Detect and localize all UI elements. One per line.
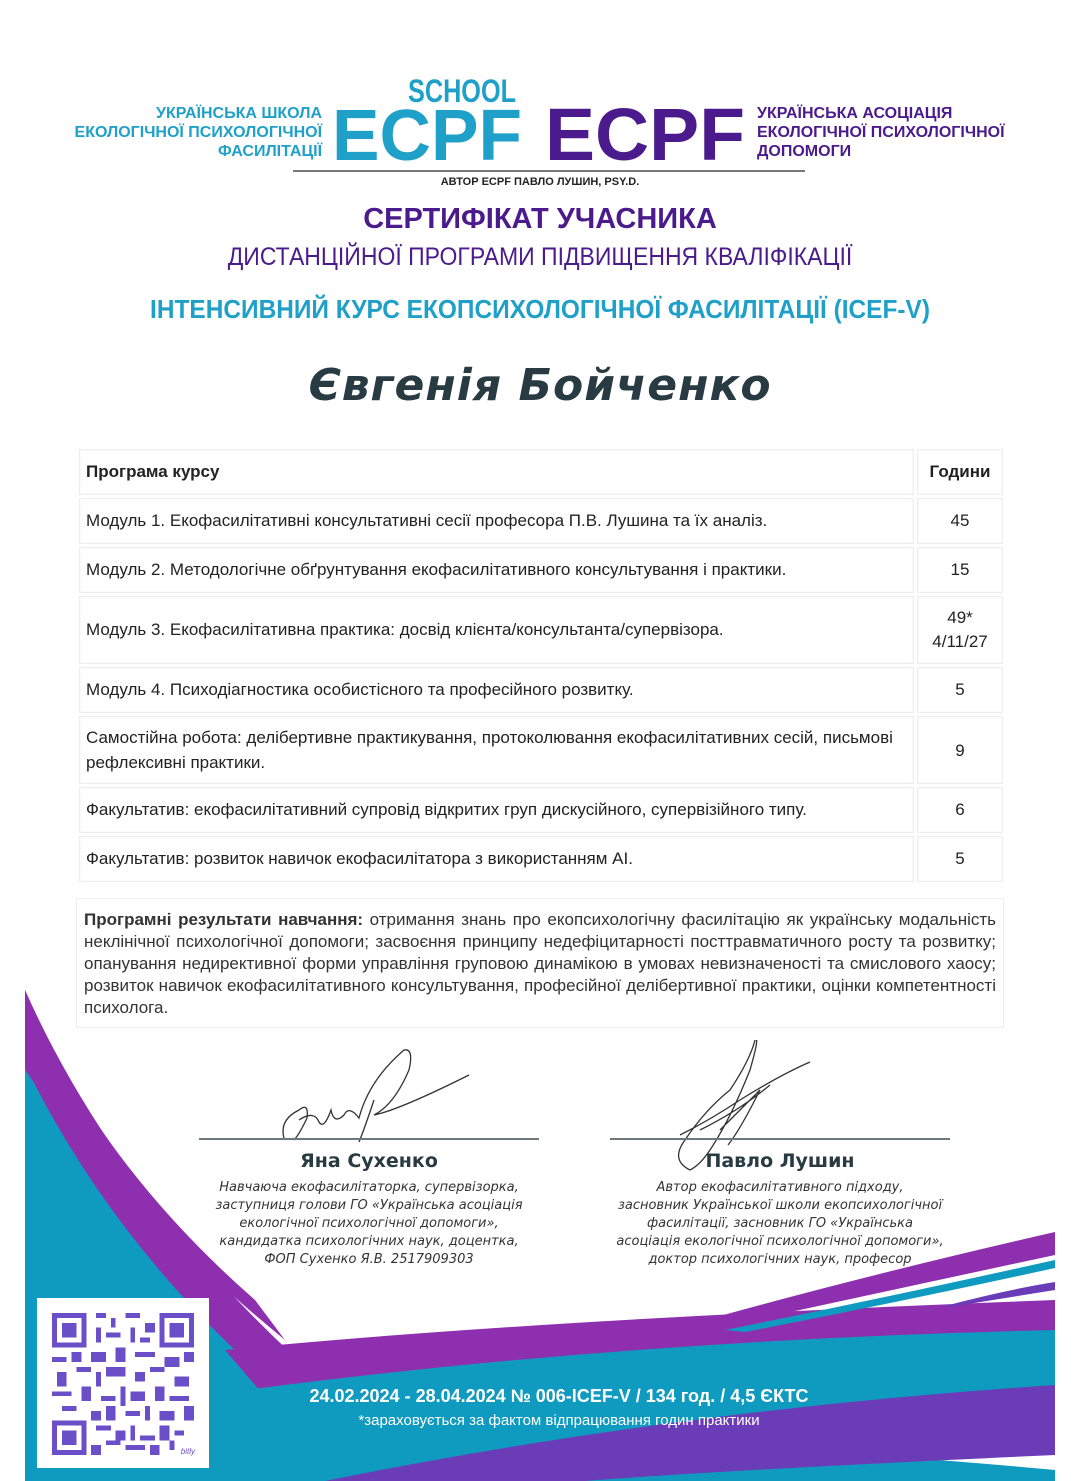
- row-item: Модуль 3. Екофасилітативна практика: досвід клієнта/консультанта/супервізора.: [79, 596, 914, 664]
- table-row: [79, 498, 1003, 544]
- role-line: фасилітації, засновник ГО «Українська: [647, 1216, 913, 1231]
- school-logo-top: SCHOOL: [408, 73, 516, 109]
- row-hours: 15: [917, 547, 1003, 593]
- signatory-name: Павло Лушин: [705, 1150, 855, 1172]
- row-item: Факультатив: розвиток навичок екофасилітатора з використанням AI.: [79, 836, 914, 882]
- assoc-logo-main: ECPF: [545, 98, 745, 163]
- recipient-name: Євгенія Бойченко: [308, 360, 772, 411]
- learning-outcomes-text: отримання знань про екопсихологічну фасилітацію як українську модальність неклінічної психологічної допомоги; засвоєння принципу недефіцитарності посттравматичного росту та розвитку; опанування недирективної форми управління груповою динамікою в умовах невизначеності та смислового хаосу; розвиток навичок екофасилітативного консультування, професійної делібертивної практики, оцінки компетентності психолога.: [84, 910, 997, 1017]
- role-line: засновник Української школи екопсихологічної: [617, 1198, 943, 1213]
- signature-line: [610, 1138, 950, 1140]
- row-hours-total: 49*: [947, 608, 973, 627]
- signatory-name: Яна Сухенко: [300, 1150, 438, 1172]
- header-hours: Години: [917, 449, 1003, 495]
- table-row: [79, 716, 1003, 784]
- assoc-org-line-3: ДОПОМОГИ: [757, 143, 852, 160]
- role-line: Навчаюча екофасилітаторка, супервізорка,: [219, 1180, 519, 1195]
- table-row: [79, 547, 1003, 593]
- role-line: асоціація екологічної психологічної допомоги»,: [616, 1234, 944, 1249]
- row-item: Самостійна робота: делібертивне практикування, протоколювання екофасилітативних сесій, письмові рефлексивні практики.: [79, 716, 914, 784]
- row-hours: 9: [917, 716, 1003, 784]
- row-item: Факультатив: екофасилітативний супровід відкритих груп дискусійного, супервізійного типу.: [79, 787, 914, 833]
- row-hours: [917, 596, 1003, 664]
- learning-outcomes-label: Програмні результати навчання:: [84, 910, 364, 929]
- school-org-line-1: УКРАЇНСЬКА ШКОЛА: [156, 105, 322, 122]
- table-row: [79, 667, 1003, 713]
- signature-line: [199, 1138, 539, 1140]
- school-ecpf-logo: [330, 70, 525, 165]
- table-row: [79, 787, 1003, 833]
- assoc-org-line-2: ЕКОЛОГІЧНОЇ ПСИХОЛОГІЧНОЇ: [757, 124, 1005, 141]
- row-hours-breakdown: 4/11/27: [932, 632, 988, 651]
- school-org-name: [60, 104, 322, 161]
- certificate-details: 24.02.2024 - 28.04.2024 № 006-ICEF-V / 134 год. / 4,5 ЄКТС: [309, 1386, 809, 1406]
- qr-code[interactable]: [37, 1298, 209, 1468]
- school-org-line-2: ЕКОЛОГІЧНОЇ ПСИХОЛОГІЧНОЇ: [74, 124, 322, 141]
- assoc-org-line-1: УКРАЇНСЬКА АСОЦІАЦІЯ: [757, 105, 953, 122]
- course-title: ІНТЕНСИВНИЙ КУРС ЕКОПСИХОЛОГІЧНОЇ ФАСИЛІТАЦІЇ (ICEF-V): [150, 294, 930, 324]
- association-ecpf-logo: [543, 98, 748, 163]
- qr-code-icon: [52, 1313, 194, 1455]
- role-line: кандидатка психологічних наук, доцентка,: [219, 1234, 519, 1249]
- footnote: *зараховується за фактом відпрацювання годин практики: [358, 1412, 760, 1429]
- row-item: Модуль 2. Методологічне обґрунтування екофасилітативного консультування і практики.: [79, 547, 914, 593]
- signatory-role: [179, 1179, 559, 1269]
- role-line: доктор психологічних наук, професор: [648, 1252, 912, 1267]
- row-item: Модуль 1. Екофасилітативні консультативні сесії професора П.В. Лушина та їх аналіз.: [79, 498, 914, 544]
- header-divider: [293, 170, 805, 172]
- row-hours: 5: [917, 667, 1003, 713]
- certificate-title: СЕРТИФІКАТ УЧАСНИКА: [363, 203, 717, 235]
- table-row: [79, 596, 1003, 664]
- row-hours: 6: [917, 787, 1003, 833]
- qr-brand: bitly: [180, 1447, 195, 1456]
- role-line: ФОП Сухенко Я.В. 2517909303: [264, 1252, 474, 1267]
- association-org-name: [757, 104, 1027, 161]
- row-hours: 5: [917, 836, 1003, 882]
- course-table: [76, 446, 1006, 885]
- row-item: Модуль 4. Психодіагностика особистісного та професійного розвитку.: [79, 667, 914, 713]
- school-logo-main: ECPF: [332, 96, 522, 165]
- signatory-role: [590, 1179, 970, 1269]
- table-row: [79, 836, 1003, 882]
- row-hours: 45: [917, 498, 1003, 544]
- header-program: Програма курсу: [79, 449, 914, 495]
- role-line: Автор екофасилітативного підходу,: [656, 1180, 904, 1195]
- learning-outcomes: [76, 898, 1004, 1028]
- certificate-subtitle: ДИСТАНЦІЙНОЇ ПРОГРАМИ ПІДВИЩЕННЯ КВАЛІФІКАЦІЇ: [227, 243, 853, 271]
- role-line: екологічної психологічної допомоги»,: [239, 1216, 499, 1231]
- role-line: заступниця голови ГО «Українська асоціація: [215, 1198, 523, 1213]
- author-credit: АВТОР ECPF ПАВЛО ЛУШИН, PSY.D.: [440, 176, 640, 188]
- table-header-row: [79, 449, 1003, 495]
- school-org-line-3: ФАСИЛІТАЦІЇ: [217, 143, 322, 160]
